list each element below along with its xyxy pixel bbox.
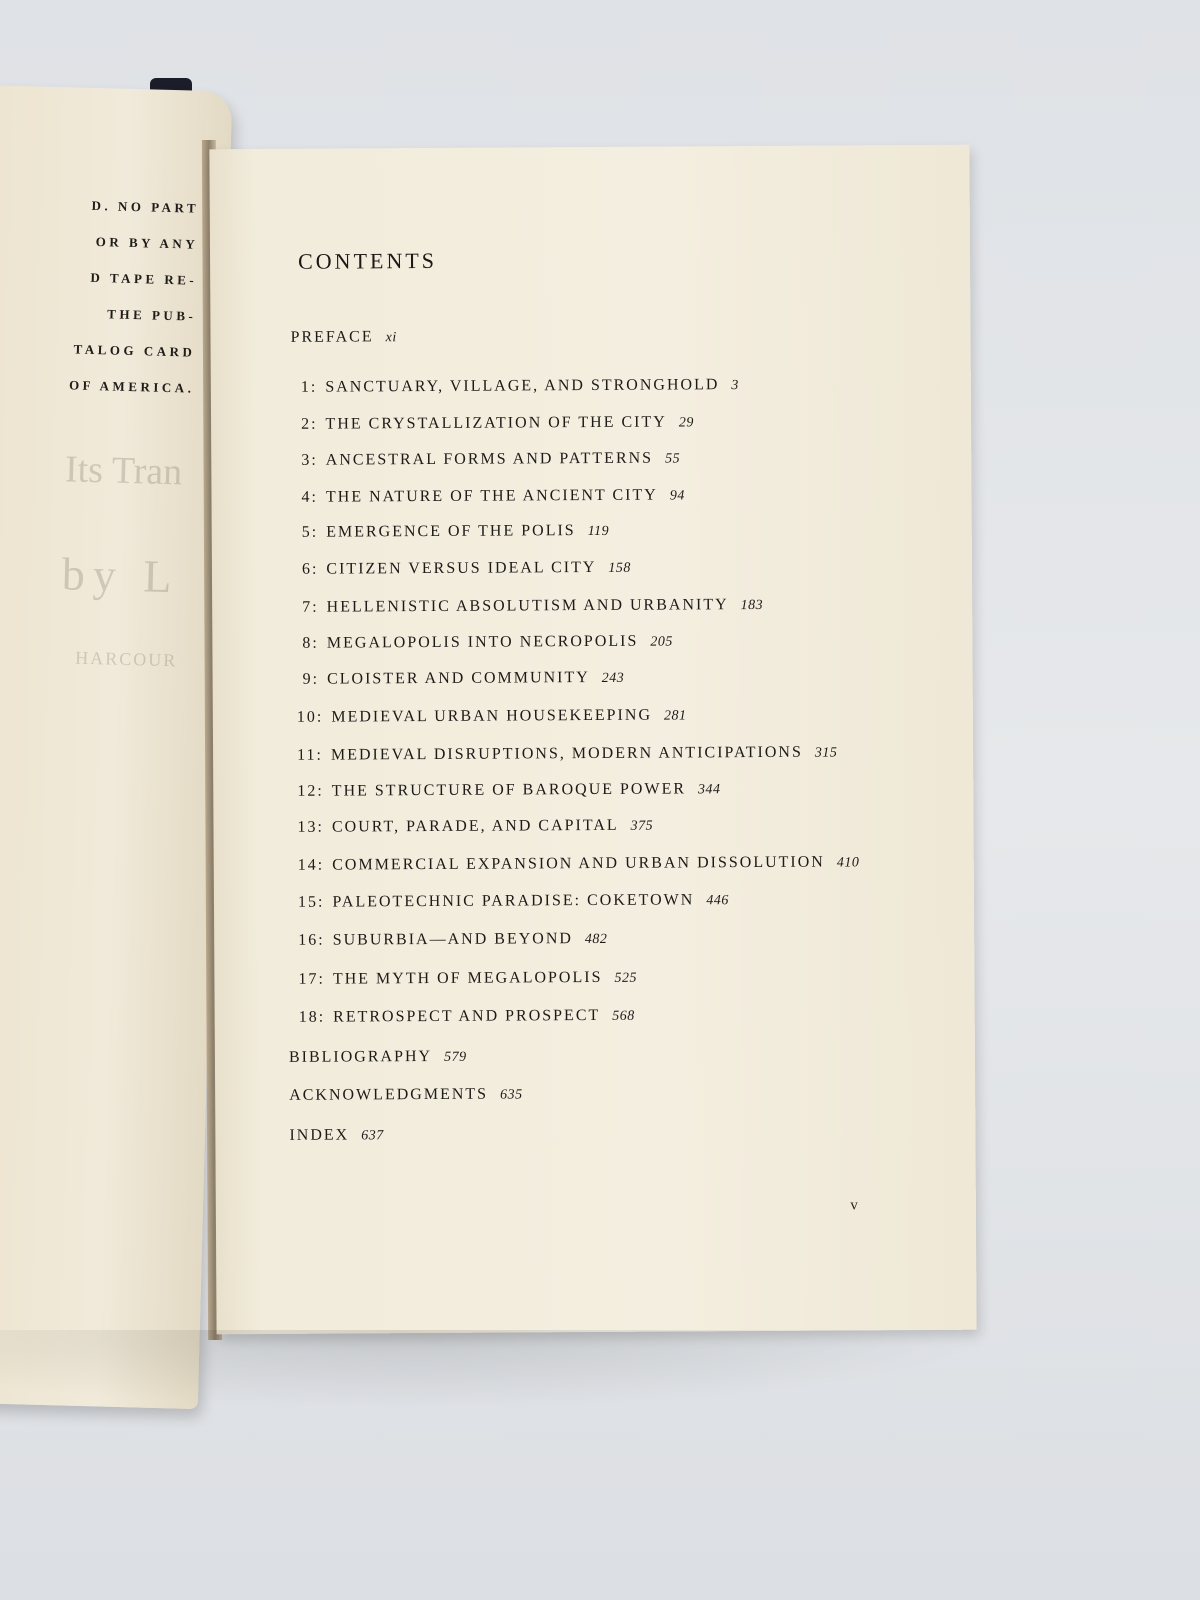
toc-entry: [290, 328, 396, 347]
page-number: 375: [630, 818, 654, 834]
page-number: 55: [665, 451, 681, 467]
copyright-line: OF AMERICA.: [68, 377, 195, 396]
chapter-title: SUBURBIA—AND BEYOND: [332, 930, 573, 949]
page-number: 568: [612, 1008, 635, 1024]
chapter-title: MEDIEVAL DISRUPTIONS, MODERN ANTICIPATIONS: [330, 743, 803, 764]
page-number: 637: [361, 1128, 384, 1144]
chapter-number: 16:: [298, 931, 325, 949]
chapter-title: COURT, PARADE, AND CAPITAL: [331, 816, 619, 836]
chapter-number: 3:: [301, 451, 318, 469]
toc-entry: [302, 596, 763, 617]
page-number: 3: [731, 378, 739, 394]
chapter-title: THE STRUCTURE OF BAROQUE POWER: [331, 780, 687, 800]
page-number: 410: [836, 855, 860, 871]
chapter-number: 5:: [301, 523, 319, 541]
chapter-number: 17:: [298, 970, 325, 988]
page-number: 315: [814, 745, 838, 761]
toc-entry: [297, 780, 720, 801]
toc-entry: [298, 891, 729, 912]
chapter-title: INDEX: [289, 1126, 350, 1144]
toc-entry: [297, 744, 837, 765]
page-number: 344: [697, 782, 721, 798]
toc-entry: [298, 853, 860, 874]
chapter-title: EMERGENCE OF THE POLIS: [326, 522, 576, 541]
copyright-text: [69, 187, 200, 406]
book-shadow: [0, 1330, 1000, 1410]
toc-entry: [298, 969, 637, 989]
toc-entry: [302, 559, 631, 579]
contents-heading: CONTENTS: [297, 247, 438, 274]
page-number: 635: [499, 1087, 523, 1103]
chapter-number: 8:: [302, 634, 319, 652]
chapter-number: 13:: [297, 818, 325, 836]
toc-entry: [299, 1007, 635, 1027]
chapter-title: MEGALOPOLIS INTO NECROPOLIS: [326, 632, 639, 652]
page-number: 183: [740, 597, 764, 614]
toc-entry: [301, 486, 684, 506]
chapter-title: SANCTUARY, VILLAGE, AND STRONGHOLD: [325, 376, 720, 396]
page-number: 119: [587, 523, 610, 540]
chapter-title: THE MYTH OF MEGALOPOLIS: [332, 968, 603, 988]
bleed-through-text: HARCOUR: [75, 647, 178, 671]
toc-entry: [289, 1085, 522, 1104]
copyright-line: D TAPE RE-: [90, 269, 198, 288]
copyright-line: D. NO PART: [91, 197, 200, 216]
toc-entry: [289, 1048, 467, 1067]
chapter-title: PREFACE: [290, 328, 374, 346]
page-number: 281: [663, 708, 687, 724]
toc-entry: [297, 817, 653, 837]
chapter-number: 12:: [297, 782, 324, 800]
toc-entry: [301, 413, 694, 433]
chapter-number: 2:: [301, 415, 318, 433]
chapter-number: 9:: [302, 670, 320, 688]
page-number: 94: [669, 488, 685, 504]
chapter-title: RETROSPECT AND PROSPECT: [333, 1006, 601, 1026]
toc-entry: [298, 930, 607, 950]
chapter-number: 18:: [298, 1008, 326, 1026]
page-number: 205: [650, 634, 673, 650]
chapter-title: CLOISTER AND COMMUNITY: [327, 669, 590, 688]
chapter-number: 11:: [297, 746, 324, 764]
page-folio: v: [850, 1197, 858, 1214]
chapter-title: THE NATURE OF THE ANCIENT CITY: [325, 486, 658, 506]
page-number: 579: [444, 1049, 467, 1065]
chapter-title: THE CRYSTALLIZATION OF THE CITY: [325, 413, 667, 433]
page-number: 29: [678, 415, 694, 431]
chapter-title: ACKNOWLEDGMENTS: [289, 1085, 489, 1104]
page-number: 525: [614, 970, 638, 986]
toc-entry: [297, 706, 687, 726]
toc-entry: [289, 1126, 383, 1145]
copyright-line: TALOG CARD: [73, 341, 196, 360]
table-of-contents: [288, 325, 930, 1144]
chapter-title: ANCESTRAL FORMS AND PATTERNS: [325, 449, 654, 469]
chapter-title: PALEOTECHNIC PARADISE: COKETOWN: [332, 891, 695, 911]
chapter-number: 6:: [301, 560, 319, 578]
toc-entry: [301, 376, 739, 397]
bleed-through-text: by L: [61, 548, 181, 603]
toc-entry: [301, 449, 680, 469]
page-number: 482: [584, 931, 608, 948]
right-page: [209, 145, 976, 1335]
chapter-number: 7:: [302, 598, 319, 616]
chapter-title: MEDIEVAL URBAN HOUSEKEEPING: [331, 706, 653, 726]
left-page: [0, 85, 232, 1409]
chapter-title: HELLENISTIC ABSOLUTISM AND URBANITY: [326, 596, 729, 616]
chapter-title: CITIZEN VERSUS IDEAL CITY: [326, 558, 597, 578]
chapter-number: 15:: [297, 893, 325, 911]
chapter-number: 4:: [301, 488, 319, 506]
chapter-title: COMMERCIAL EXPANSION AND URBAN DISSOLUTION: [332, 853, 825, 874]
page-number: 243: [601, 670, 625, 686]
chapter-number: 10:: [296, 708, 324, 726]
toc-entry: [303, 669, 625, 689]
page-number: xi: [385, 330, 397, 346]
chapter-number: 1:: [300, 378, 318, 396]
toc-entry: [302, 522, 610, 542]
copyright-line: OR BY ANY: [95, 234, 199, 252]
chapter-title: BIBLIOGRAPHY: [288, 1047, 433, 1066]
bleed-through-text: Its Tran: [64, 448, 183, 494]
page-number: 446: [706, 893, 729, 909]
toc-entry: [302, 633, 673, 653]
copyright-line: THE PUB-: [107, 306, 197, 324]
page-number: 158: [608, 560, 631, 576]
chapter-number: 14:: [297, 856, 325, 874]
